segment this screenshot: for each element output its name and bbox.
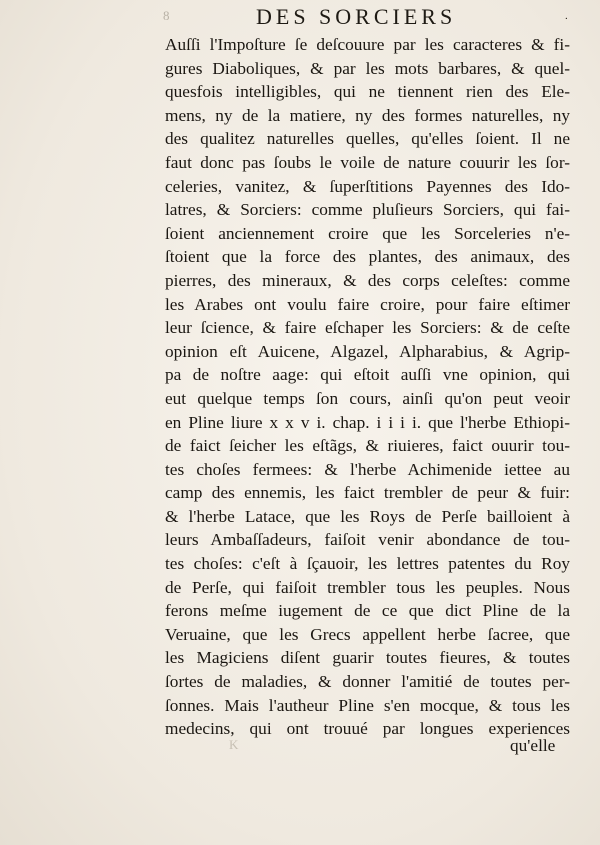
text-line: quesfois intelligibles, qui ne tiennent rien des Ele- bbox=[165, 82, 570, 102]
text-line: leur ſcience, & faire eſchaper les Sorciers: & de ceſte bbox=[165, 318, 570, 338]
running-head: DES SORCIERS bbox=[256, 4, 457, 29]
text-line: ſtoient que la force des plantes, des animaux, des bbox=[165, 247, 570, 267]
text-line: Auſſi l'Impoſture ſe deſcouure par les caracteres & fi- bbox=[165, 35, 570, 54]
catchword: qu'elle bbox=[510, 736, 556, 755]
text-line: ſoient anciennement croire que les Sorceleries n'e- bbox=[165, 223, 570, 243]
text-line: mens, ny de la matiere, ny des formes naturelles, ny bbox=[165, 105, 570, 125]
text-line: & l'herbe Latace, que les Roys de Perſe bailloient à bbox=[165, 506, 570, 526]
text-line: ſortes de maladies, & donner l'amitié de toutes per- bbox=[165, 672, 570, 692]
text-line: des qualitez naturelles quelles, qu'elles ſoient. Il ne bbox=[165, 129, 570, 149]
text-line: ſonnes. Mais l'autheur Pline s'en mocque, & tous les bbox=[165, 695, 570, 715]
text-line: de Perſe, qui faiſoit trembler tous les peuples. Nous bbox=[165, 577, 570, 597]
text-line: gures Diaboliques, & par les mots barbares, & quel- bbox=[165, 58, 570, 78]
text-line: pa de noſtre aage: qui eſtoit auſſi vne opinion, qui bbox=[165, 365, 570, 385]
text-line: medecins, qui ont trouué par longues experiences bbox=[165, 719, 570, 739]
text-line: celeries, vanitez, & ſuperſtitions Payennes des Ido- bbox=[165, 176, 570, 196]
folio-number: 8 bbox=[163, 8, 170, 23]
body-text bbox=[165, 33, 570, 741]
text-line: opinion eſt Auicene, Algazel, Alpharabius, & Agrip- bbox=[165, 341, 570, 361]
text-line: tes choſes fermees: & l'herbe Achimenide iettee au bbox=[165, 459, 570, 479]
text-line: de faict ſeicher les eſtãgs, & riuieres, faict ouurir tou- bbox=[165, 436, 570, 456]
corner-mark: . bbox=[565, 10, 568, 22]
text-line: Veruaine, que les Grecs appellent herbe ſacree, que bbox=[165, 624, 570, 644]
text-line: tes choſes: c'eſt à ſçauoir, les lettres patentes du Roy bbox=[165, 554, 570, 574]
text-line: les Arabes ont voulu faire croire, pour faire eſtimer bbox=[165, 294, 570, 314]
text-line: camp des ennemis, les faict trembler de peur & fuir: bbox=[165, 483, 570, 503]
text-line: les Magiciens diſent guarir toutes fieures, & toutes bbox=[165, 648, 570, 668]
text-line: en Pline liure x x v i. chap. i i i i. que l'herbe Ethiopi- bbox=[165, 412, 570, 432]
signature-mark: K bbox=[229, 737, 239, 752]
text-line: latres, & Sorciers: comme pluſieurs Sorciers, qui fai- bbox=[165, 200, 570, 220]
text-line: ferons meſme iugement de ce que dict Pline de la bbox=[165, 601, 570, 621]
text-line: faut donc pas ſoubs le voile de nature couurir les ſor- bbox=[165, 152, 570, 172]
text-line: leurs Ambaſſadeurs, faiſoit venir abondance de tou- bbox=[165, 530, 570, 550]
text-line: pierres, des mineraux, & des corps celeſtes: comme bbox=[165, 270, 570, 290]
text-line: eut quelque temps ſon cours, ainſi qu'on peut veoir bbox=[165, 388, 570, 408]
